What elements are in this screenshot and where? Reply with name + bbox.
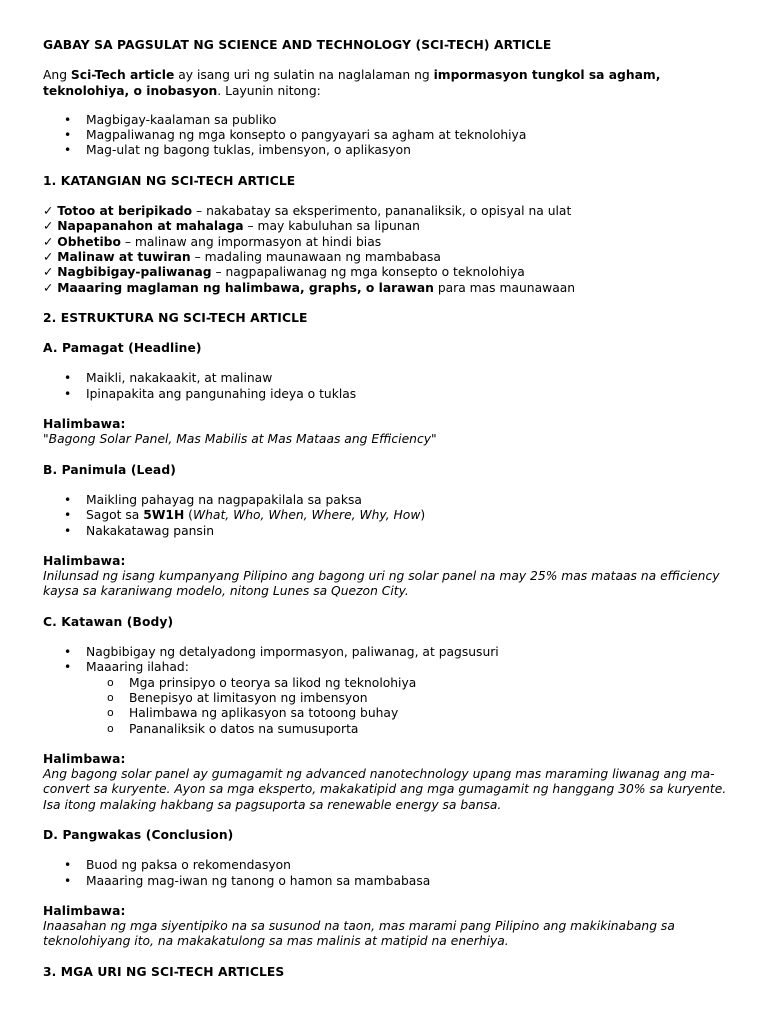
subsection-d-heading: D. Pangwakas (Conclusion) [43,827,234,842]
list-item [43,265,733,280]
intro-mid: ay isang uri ng sulatin na naglalaman ng [174,68,434,83]
list-item: • Magbigay-kaalaman sa publiko [43,113,733,128]
list-item [43,250,733,265]
subsection-a-bullets [43,371,733,402]
intro-bold-topic: impormasyon tungkol sa agham, teknolohiya, o inobasyon [43,68,661,98]
example-label: Halimbawa: [43,903,126,918]
intro-post: . Layunin nitong: [217,83,321,98]
item-desc: – may kabuluhan sa lipunan [243,219,420,234]
check-icon: ✓ [43,234,54,249]
list-item: • Maikli, nakakaakit, at malinaw [43,371,733,386]
bullet-paren-close: ) [420,508,426,523]
bullet-paren-open: ( [184,508,193,523]
document-page [43,38,733,980]
example-text: Inaasahan ng mga siyentipiko na sa susunod na taon, mas marami pang Pilipino ang makikinabang sa teknolohiyang ito, na makakatulong sa mas malinis at matipid na enerhiya. [43,919,675,949]
subsection-b-bullets [43,493,733,539]
example-text: "Bagong Solar Panel, Mas Mabilis at Mas Mataas ang Efficiency" [43,432,437,447]
document-title: GABAY SA PAGSULAT NG SCIENCE AND TECHNOLOGY (SCI-TECH) ARTICLE [43,38,552,52]
intro-bullet-list [43,113,733,159]
example-label: Halimbawa: [43,751,126,766]
subsection-b-heading: B. Panimula (Lead) [43,462,176,477]
check-icon: ✓ [43,265,54,280]
list-item [43,281,733,296]
intro-bold-term: Sci-Tech article [70,68,175,83]
example-text: Ang bagong solar panel ay gumagamit ng advanced nanotechnology upang mas maraming liwanag ang ma-convert sa kuryente. Ayon sa mga eksperto, makakatipid ang mga gumagamit ng hanggang 30% sa kuryente. Isa itong malaking hakbang sa pagsuporta sa renewable energy sa bansa. [43,767,727,812]
subsection-c-heading: C. Katawan (Body) [43,614,174,629]
example-text: Inilunsad ng isang kumpanyang Pilipino ang bagong uri ng solar panel na may 25% mas mataas na efficiency kaysa sa karaniwang modelo, nitong Lunes sa Quezon City. [43,569,720,599]
item-term: Malinaw at tuwiran [57,249,191,264]
list-item [43,219,733,234]
item-term: Napapanahon at mahalaga [57,219,244,234]
sub-list-item: o Mga prinsipyo o teorya sa likod ng teknolohiya [86,676,733,691]
list-item: • Maaaring mag-iwan ng tanong o hamon sa mambabasa [43,874,733,889]
item-term: Obhetibo [57,234,121,249]
sub-list-item: o Halimbawa ng aplikasyon sa totoong buhay [86,706,733,721]
section1-heading: 1. KATANGIAN NG SCI-TECH ARTICLE [43,173,296,188]
list-item [43,235,733,250]
characteristics-list [43,204,733,296]
example-label: Halimbawa: [43,553,126,568]
list-item: • Ipinapakita ang pangunahing ideya o tuklas [43,387,733,402]
bullet-bold: 5W1H [143,508,185,523]
list-item: • Magpaliwanag ng mga konsepto o pangyayari sa agham at teknolohiya [43,128,733,143]
subsection-a-heading: A. Pamagat (Headline) [43,341,202,356]
sub-list-item: o Benepisyo at limitasyon ng imbensyon [86,691,733,706]
subsection-c-bullets [43,645,733,737]
list-item: • Maikling pahayag na nagpapakilala sa paksa [43,493,733,508]
list-item [43,508,733,523]
check-icon: ✓ [43,204,54,219]
bullet-text: Sagot sa [86,508,144,523]
item-desc: – nagpapaliwanag ng mga konsepto o teknolohiya [211,265,525,280]
list-item: • Buod ng paksa o rekomendasyon [43,858,733,873]
check-icon: ✓ [43,280,54,295]
list-item: • Nagbibigay ng detalyadong impormasyon, paliwanag, at pagsusuri [43,645,733,660]
list-item: • Nakakatawag pansin [43,524,733,539]
item-term: Totoo at beripikado [57,204,193,219]
section2-heading: 2. ESTRUKTURA NG SCI-TECH ARTICLE [43,310,308,325]
list-item [43,660,733,736]
sub-bullet-list [86,676,733,737]
intro-pre: Ang [43,68,71,83]
check-icon: ✓ [43,249,54,264]
item-desc: – nakabatay sa eksperimento, pananaliksik, o opisyal na ulat [192,204,572,219]
item-term: Maaaring maglaman ng halimbawa, graphs, o larawan [57,280,434,295]
list-item [43,204,733,219]
example-label: Halimbawa: [43,417,126,432]
item-term: Nagbibigay-paliwanag [57,265,212,280]
sub-list-item: o Pananaliksik o datos na sumusuporta [86,722,733,737]
intro-paragraph [43,68,733,99]
item-desc: para mas maunawaan [433,280,576,295]
subsection-d-bullets [43,858,733,889]
section3-heading: 3. MGA URI NG SCI-TECH ARTICLES [43,964,285,979]
bullet-text: Maaaring ilahad: [86,660,189,675]
item-desc: – madaling maunawaan ng mambabasa [190,249,441,264]
check-icon: ✓ [43,219,54,234]
bullet-italic: What, Who, When, Where, Why, How [192,508,421,523]
item-desc: – malinaw ang impormasyon at hindi bias [120,234,382,249]
list-item: • Mag-ulat ng bagong tuklas, imbensyon, o aplikasyon [43,143,733,158]
